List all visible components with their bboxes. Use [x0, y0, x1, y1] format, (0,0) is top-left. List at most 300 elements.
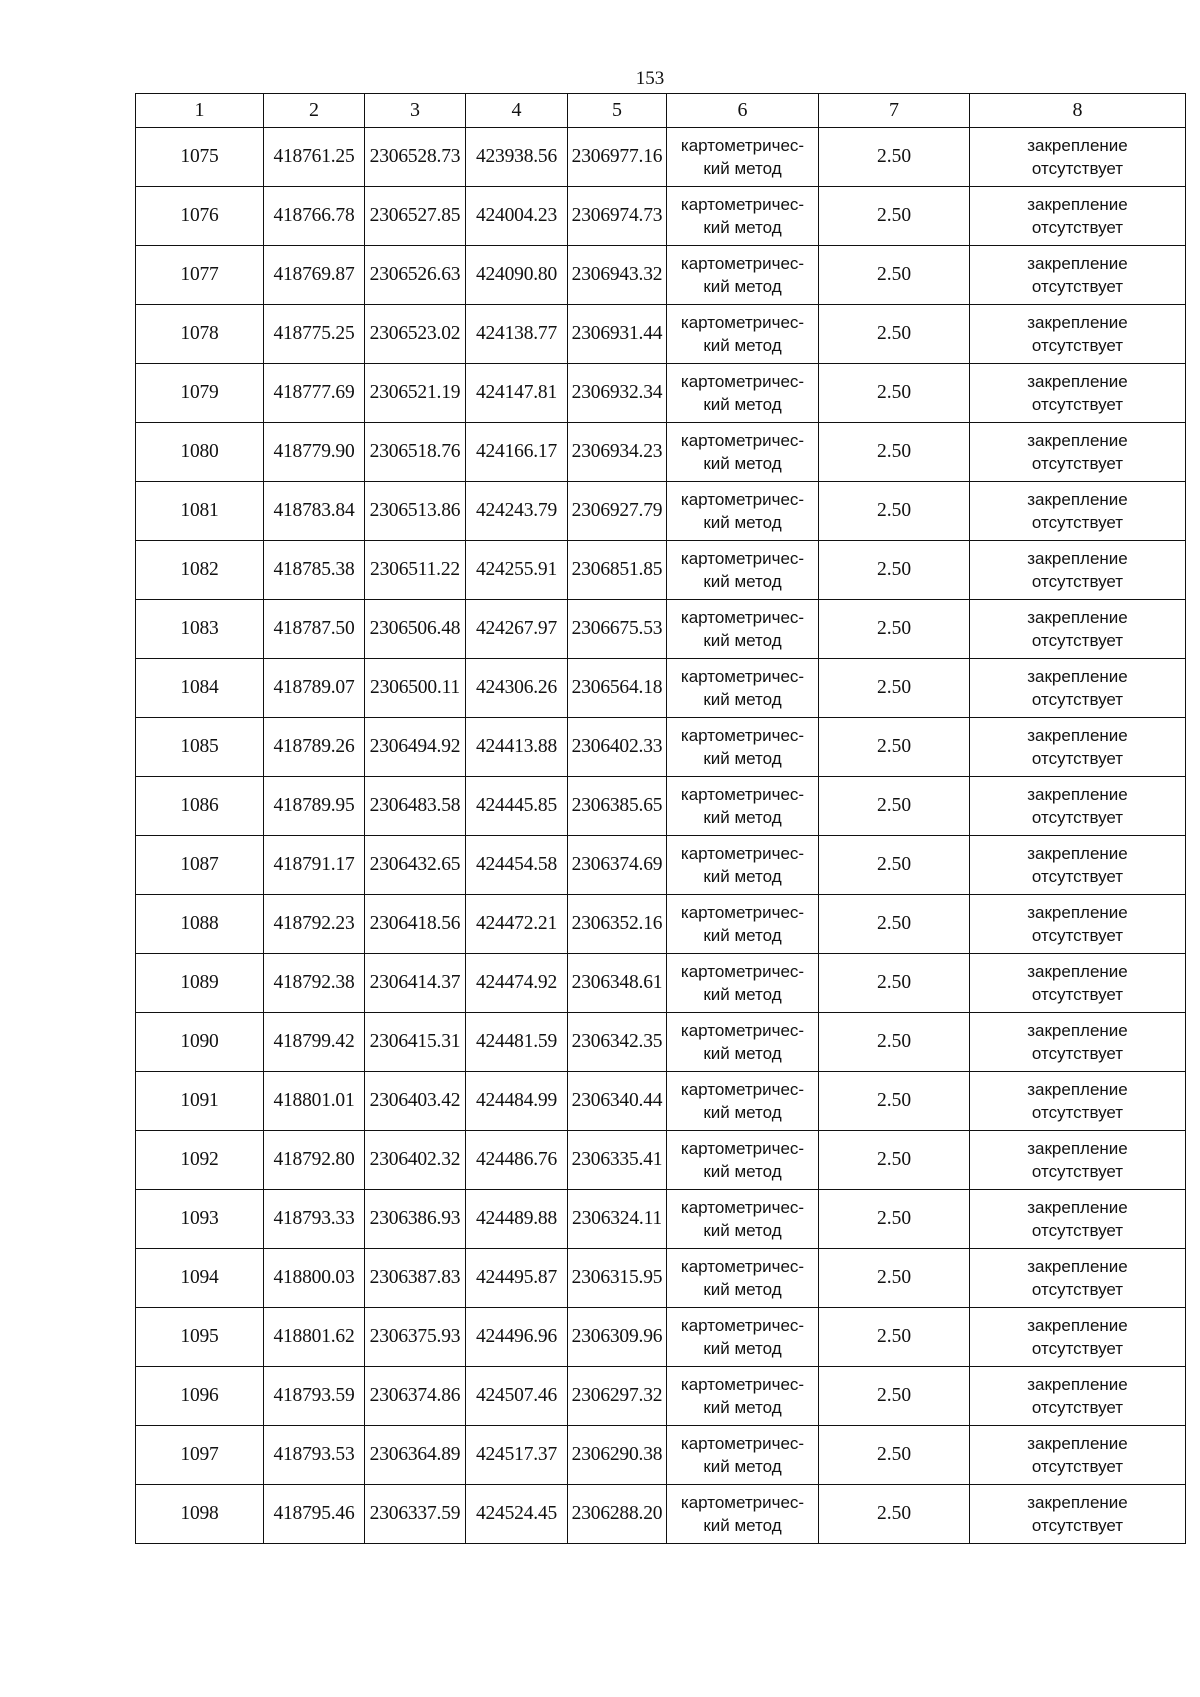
method-text: кий метод: [703, 572, 782, 591]
method-cell: [667, 1367, 819, 1426]
fixation-text: отсутствует: [1031, 1221, 1124, 1240]
method-text: кий метод: [703, 336, 782, 355]
coordinate-y-cell: 2306931.44: [568, 305, 667, 364]
fixation-cell: [970, 364, 1186, 423]
table-row: [136, 128, 1186, 187]
precision-cell: 2.50: [819, 1131, 970, 1190]
coordinate-x-cell: 418766.78: [264, 187, 365, 246]
point-number-cell: 1078: [136, 305, 264, 364]
coordinate-y-cell: 2306432.65: [365, 836, 466, 895]
method-cell: [667, 364, 819, 423]
fixation-cell: [970, 718, 1186, 777]
table-row: [136, 1308, 1186, 1367]
coordinate-x-cell: 418789.07: [264, 659, 365, 718]
precision-cell: 2.50: [819, 1367, 970, 1426]
method-cell: [667, 1485, 819, 1544]
table-row: [136, 1013, 1186, 1072]
coordinate-y-cell: 2306375.93: [365, 1308, 466, 1367]
method-text: картометричес-: [680, 549, 805, 568]
coordinate-x-cell: 418793.59: [264, 1367, 365, 1426]
point-number-cell: 1081: [136, 482, 264, 541]
column-header: 2: [264, 94, 365, 128]
fixation-text: отсутствует: [1031, 1339, 1124, 1358]
precision-cell: 2.50: [819, 1249, 970, 1308]
method-text: картометричес-: [680, 195, 805, 214]
coordinate-y-cell: 2306977.16: [568, 128, 667, 187]
coordinate-x-cell: 424496.96: [466, 1308, 568, 1367]
method-cell: [667, 482, 819, 541]
fixation-cell: [970, 777, 1186, 836]
fixation-text: закрепление: [1027, 1021, 1128, 1040]
point-number-cell: 1087: [136, 836, 264, 895]
method-text: картометричес-: [680, 785, 805, 804]
fixation-text: закрепление: [1027, 1257, 1128, 1276]
coordinate-y-cell: 2306374.69: [568, 836, 667, 895]
method-text: картометричес-: [680, 1080, 805, 1099]
table-row: [136, 1072, 1186, 1131]
fixation-text: отсутствует: [1031, 159, 1124, 178]
coordinate-x-cell: 424445.85: [466, 777, 568, 836]
coordinate-y-cell: 2306527.85: [365, 187, 466, 246]
coordinate-y-cell: 2306348.61: [568, 954, 667, 1013]
fixation-cell: [970, 1426, 1186, 1485]
coordinate-y-cell: 2306523.02: [365, 305, 466, 364]
method-text: картометричес-: [680, 726, 805, 745]
coordinate-y-cell: 2306418.56: [365, 895, 466, 954]
fixation-text: отсутствует: [1031, 572, 1124, 591]
coordinate-x-cell: 424267.97: [466, 600, 568, 659]
method-text: картометричес-: [680, 903, 805, 922]
table-row: [136, 187, 1186, 246]
coordinate-x-cell: 424306.26: [466, 659, 568, 718]
fixation-cell: [970, 1072, 1186, 1131]
method-text: картометричес-: [680, 313, 805, 332]
method-cell: [667, 1131, 819, 1190]
table-row: [136, 1249, 1186, 1308]
method-cell: [667, 777, 819, 836]
method-text: кий метод: [703, 159, 782, 178]
method-text: картометричес-: [680, 1434, 805, 1453]
fixation-cell: [970, 1131, 1186, 1190]
fixation-text: закрепление: [1027, 1080, 1128, 1099]
coordinate-y-cell: 2306506.48: [365, 600, 466, 659]
coordinate-x-cell: 424517.37: [466, 1426, 568, 1485]
method-text: картометричес-: [680, 431, 805, 450]
coordinate-x-cell: 424138.77: [466, 305, 568, 364]
fixation-cell: [970, 600, 1186, 659]
column-header: 1: [136, 94, 264, 128]
method-cell: [667, 1426, 819, 1485]
fixation-cell: [970, 305, 1186, 364]
fixation-cell: [970, 187, 1186, 246]
point-number-cell: 1093: [136, 1190, 264, 1249]
fixation-text: отсутствует: [1031, 513, 1124, 532]
method-cell: [667, 187, 819, 246]
coordinate-y-cell: 2306297.32: [568, 1367, 667, 1426]
method-cell: [667, 246, 819, 305]
point-number-cell: 1084: [136, 659, 264, 718]
fixation-text: закрепление: [1027, 785, 1128, 804]
coordinate-x-cell: 424507.46: [466, 1367, 568, 1426]
precision-cell: 2.50: [819, 836, 970, 895]
coordinate-y-cell: 2306564.18: [568, 659, 667, 718]
table-row: [136, 1367, 1186, 1426]
precision-cell: 2.50: [819, 954, 970, 1013]
coordinate-y-cell: 2306309.96: [568, 1308, 667, 1367]
header-row: [136, 94, 1186, 128]
method-text: кий метод: [703, 867, 782, 886]
method-text: картометричес-: [680, 962, 805, 981]
fixation-text: закрепление: [1027, 1139, 1128, 1158]
method-text: кий метод: [703, 1339, 782, 1358]
method-cell: [667, 659, 819, 718]
table-row: [136, 836, 1186, 895]
coordinate-x-cell: 418801.62: [264, 1308, 365, 1367]
coordinate-y-cell: 2306403.42: [365, 1072, 466, 1131]
fixation-text: закрепление: [1027, 844, 1128, 863]
fixation-text: закрепление: [1027, 608, 1128, 627]
coordinate-y-cell: 2306513.86: [365, 482, 466, 541]
coordinate-x-cell: 424474.92: [466, 954, 568, 1013]
table-row: [136, 718, 1186, 777]
coordinate-x-cell: 418787.50: [264, 600, 365, 659]
fixation-text: закрепление: [1027, 1375, 1128, 1394]
coordinate-y-cell: 2306340.44: [568, 1072, 667, 1131]
fixation-text: отсутствует: [1031, 1044, 1124, 1063]
method-cell: [667, 423, 819, 482]
table-row: [136, 1426, 1186, 1485]
point-number-cell: 1085: [136, 718, 264, 777]
point-number-cell: 1077: [136, 246, 264, 305]
table-row: [136, 1190, 1186, 1249]
precision-cell: 2.50: [819, 1072, 970, 1131]
coordinate-y-cell: 2306943.32: [568, 246, 667, 305]
coordinate-x-cell: 424524.45: [466, 1485, 568, 1544]
coordinate-x-cell: 424147.81: [466, 364, 568, 423]
method-text: картометричес-: [680, 1198, 805, 1217]
coordinate-y-cell: 2306500.11: [365, 659, 466, 718]
coordinate-x-cell: 418769.87: [264, 246, 365, 305]
fixation-text: закрепление: [1027, 195, 1128, 214]
fixation-text: отсутствует: [1031, 336, 1124, 355]
method-text: кий метод: [703, 1044, 782, 1063]
fixation-cell: [970, 1249, 1186, 1308]
coordinate-x-cell: 418783.84: [264, 482, 365, 541]
fixation-text: закрепление: [1027, 1198, 1128, 1217]
table-row: [136, 1485, 1186, 1544]
method-text: картометричес-: [680, 490, 805, 509]
fixation-text: закрепление: [1027, 1493, 1128, 1512]
coordinate-y-cell: 2306851.85: [568, 541, 667, 600]
table-row: [136, 482, 1186, 541]
fixation-cell: [970, 1190, 1186, 1249]
coordinate-x-cell: 424243.79: [466, 482, 568, 541]
coordinate-x-cell: 424489.88: [466, 1190, 568, 1249]
coordinate-y-cell: 2306337.59: [365, 1485, 466, 1544]
coordinate-y-cell: 2306518.76: [365, 423, 466, 482]
coordinate-y-cell: 2306324.11: [568, 1190, 667, 1249]
point-number-cell: 1083: [136, 600, 264, 659]
coordinate-x-cell: 418789.95: [264, 777, 365, 836]
point-number-cell: 1097: [136, 1426, 264, 1485]
coordinate-x-cell: 424454.58: [466, 836, 568, 895]
coordinate-y-cell: 2306385.65: [568, 777, 667, 836]
fixation-text: закрепление: [1027, 667, 1128, 686]
method-text: кий метод: [703, 1516, 782, 1535]
method-cell: [667, 836, 819, 895]
precision-cell: 2.50: [819, 128, 970, 187]
method-text: кий метод: [703, 1457, 782, 1476]
fixation-text: отсутствует: [1031, 1103, 1124, 1122]
method-text: картометричес-: [680, 372, 805, 391]
coordinate-y-cell: 2306927.79: [568, 482, 667, 541]
coordinate-y-cell: 2306335.41: [568, 1131, 667, 1190]
table-row: [136, 305, 1186, 364]
method-text: кий метод: [703, 1398, 782, 1417]
coordinate-x-cell: 418775.25: [264, 305, 365, 364]
method-text: картометричес-: [680, 1257, 805, 1276]
column-header: 3: [365, 94, 466, 128]
method-text: кий метод: [703, 749, 782, 768]
coordinate-x-cell: 423938.56: [466, 128, 568, 187]
point-number-cell: 1082: [136, 541, 264, 600]
fixation-text: закрепление: [1027, 962, 1128, 981]
coordinate-x-cell: 418793.53: [264, 1426, 365, 1485]
fixation-text: закрепление: [1027, 254, 1128, 273]
fixation-cell: [970, 482, 1186, 541]
table-row: [136, 246, 1186, 305]
table-row: [136, 364, 1186, 423]
point-number-cell: 1086: [136, 777, 264, 836]
column-header: 4: [466, 94, 568, 128]
coordinate-x-cell: 418792.23: [264, 895, 365, 954]
method-cell: [667, 954, 819, 1013]
coordinate-y-cell: 2306526.63: [365, 246, 466, 305]
fixation-cell: [970, 1485, 1186, 1544]
precision-cell: 2.50: [819, 246, 970, 305]
precision-cell: 2.50: [819, 1308, 970, 1367]
fixation-text: отсутствует: [1031, 985, 1124, 1004]
fixation-cell: [970, 1013, 1186, 1072]
method-text: кий метод: [703, 985, 782, 1004]
precision-cell: 2.50: [819, 1190, 970, 1249]
precision-cell: 2.50: [819, 1485, 970, 1544]
precision-cell: 2.50: [819, 600, 970, 659]
method-cell: [667, 1190, 819, 1249]
point-number-cell: 1098: [136, 1485, 264, 1544]
column-header: 6: [667, 94, 819, 128]
method-text: картометричес-: [680, 1375, 805, 1394]
coordinate-y-cell: 2306932.34: [568, 364, 667, 423]
precision-cell: 2.50: [819, 659, 970, 718]
method-text: кий метод: [703, 926, 782, 945]
coordinate-x-cell: 424413.88: [466, 718, 568, 777]
point-number-cell: 1095: [136, 1308, 264, 1367]
fixation-text: закрепление: [1027, 372, 1128, 391]
coordinate-x-cell: 424255.91: [466, 541, 568, 600]
coordinate-x-cell: 418792.38: [264, 954, 365, 1013]
fixation-text: отсутствует: [1031, 867, 1124, 886]
method-cell: [667, 895, 819, 954]
fixation-text: отсутствует: [1031, 749, 1124, 768]
method-text: кий метод: [703, 808, 782, 827]
coordinate-y-cell: 2306290.38: [568, 1426, 667, 1485]
fixation-text: закрепление: [1027, 549, 1128, 568]
coordinate-y-cell: 2306521.19: [365, 364, 466, 423]
point-number-cell: 1080: [136, 423, 264, 482]
fixation-cell: [970, 541, 1186, 600]
fixation-text: закрепление: [1027, 1434, 1128, 1453]
fixation-text: отсутствует: [1031, 1398, 1124, 1417]
coordinate-x-cell: 424484.99: [466, 1072, 568, 1131]
method-cell: [667, 1072, 819, 1131]
table-row: [136, 954, 1186, 1013]
coordinate-x-cell: 424486.76: [466, 1131, 568, 1190]
method-text: картометричес-: [680, 1139, 805, 1158]
coordinate-x-cell: 424166.17: [466, 423, 568, 482]
fixation-cell: [970, 246, 1186, 305]
fixation-text: отсутствует: [1031, 690, 1124, 709]
precision-cell: 2.50: [819, 423, 970, 482]
method-text: картометричес-: [680, 608, 805, 627]
precision-cell: 2.50: [819, 187, 970, 246]
precision-cell: 2.50: [819, 777, 970, 836]
fixation-text: отсутствует: [1031, 454, 1124, 473]
coordinate-y-cell: 2306387.83: [365, 1249, 466, 1308]
method-text: кий метод: [703, 631, 782, 650]
coordinate-y-cell: 2306352.16: [568, 895, 667, 954]
method-text: картометричес-: [680, 1021, 805, 1040]
fixation-cell: [970, 1308, 1186, 1367]
table-body: [136, 128, 1186, 1544]
coordinate-x-cell: 418795.46: [264, 1485, 365, 1544]
coordinate-x-cell: 418792.80: [264, 1131, 365, 1190]
method-text: кий метод: [703, 218, 782, 237]
page-number: 153: [635, 68, 665, 89]
method-text: кий метод: [703, 454, 782, 473]
point-number-cell: 1079: [136, 364, 264, 423]
coordinate-x-cell: 418801.01: [264, 1072, 365, 1131]
column-header: 5: [568, 94, 667, 128]
coordinate-x-cell: 418761.25: [264, 128, 365, 187]
method-cell: [667, 1308, 819, 1367]
fixation-text: закрепление: [1027, 903, 1128, 922]
precision-cell: 2.50: [819, 895, 970, 954]
fixation-text: отсутствует: [1031, 1457, 1124, 1476]
coordinate-x-cell: 418793.33: [264, 1190, 365, 1249]
coordinate-y-cell: 2306511.22: [365, 541, 466, 600]
fixation-cell: [970, 659, 1186, 718]
method-text: картометричес-: [680, 667, 805, 686]
precision-cell: 2.50: [819, 1426, 970, 1485]
point-number-cell: 1076: [136, 187, 264, 246]
fixation-cell: [970, 1367, 1186, 1426]
method-text: картометричес-: [680, 1316, 805, 1335]
coordinate-x-cell: 424090.80: [466, 246, 568, 305]
point-number-cell: 1090: [136, 1013, 264, 1072]
point-number-cell: 1088: [136, 895, 264, 954]
coordinate-y-cell: 2306415.31: [365, 1013, 466, 1072]
method-cell: [667, 1013, 819, 1072]
coordinate-y-cell: 2306364.89: [365, 1426, 466, 1485]
table-row: [136, 659, 1186, 718]
precision-cell: 2.50: [819, 305, 970, 364]
coordinate-x-cell: 418800.03: [264, 1249, 365, 1308]
coordinate-x-cell: 418799.42: [264, 1013, 365, 1072]
coordinate-y-cell: 2306342.35: [568, 1013, 667, 1072]
coordinate-y-cell: 2306288.20: [568, 1485, 667, 1544]
point-number-cell: 1089: [136, 954, 264, 1013]
table-row: [136, 777, 1186, 836]
method-text: кий метод: [703, 395, 782, 414]
point-number-cell: 1096: [136, 1367, 264, 1426]
table-row: [136, 423, 1186, 482]
method-text: кий метод: [703, 1162, 782, 1181]
method-text: кий метод: [703, 513, 782, 532]
method-cell: [667, 718, 819, 777]
coordinate-y-cell: 2306402.32: [365, 1131, 466, 1190]
method-text: кий метод: [703, 690, 782, 709]
method-text: кий метод: [703, 277, 782, 296]
table-row: [136, 600, 1186, 659]
fixation-cell: [970, 954, 1186, 1013]
fixation-cell: [970, 895, 1186, 954]
coordinates-table: [135, 93, 1186, 1544]
method-cell: [667, 541, 819, 600]
fixation-text: закрепление: [1027, 136, 1128, 155]
method-text: картометричес-: [680, 1493, 805, 1512]
coordinate-x-cell: 418789.26: [264, 718, 365, 777]
fixation-cell: [970, 423, 1186, 482]
table-row: [136, 541, 1186, 600]
fixation-text: отсутствует: [1031, 926, 1124, 945]
coordinate-y-cell: 2306528.73: [365, 128, 466, 187]
column-header: 7: [819, 94, 970, 128]
fixation-text: отсутствует: [1031, 631, 1124, 650]
table-row: [136, 1131, 1186, 1190]
fixation-text: отсутствует: [1031, 808, 1124, 827]
coordinate-y-cell: 2306675.53: [568, 600, 667, 659]
coordinate-y-cell: 2306374.86: [365, 1367, 466, 1426]
coordinate-y-cell: 2306483.58: [365, 777, 466, 836]
method-text: картометричес-: [680, 844, 805, 863]
fixation-cell: [970, 836, 1186, 895]
fixation-text: отсутствует: [1031, 1280, 1124, 1299]
coordinate-y-cell: 2306402.33: [568, 718, 667, 777]
method-text: картометричес-: [680, 254, 805, 273]
method-cell: [667, 1249, 819, 1308]
coordinate-y-cell: 2306934.23: [568, 423, 667, 482]
point-number-cell: 1091: [136, 1072, 264, 1131]
point-number-cell: 1094: [136, 1249, 264, 1308]
coordinate-x-cell: 418777.69: [264, 364, 365, 423]
fixation-text: закрепление: [1027, 490, 1128, 509]
coordinate-x-cell: 424472.21: [466, 895, 568, 954]
column-header: 8: [970, 94, 1186, 128]
fixation-text: отсутствует: [1031, 395, 1124, 414]
precision-cell: 2.50: [819, 541, 970, 600]
precision-cell: 2.50: [819, 364, 970, 423]
coordinate-x-cell: 424481.59: [466, 1013, 568, 1072]
fixation-text: закрепление: [1027, 431, 1128, 450]
method-text: кий метод: [703, 1280, 782, 1299]
fixation-text: отсутствует: [1031, 1516, 1124, 1535]
fixation-text: закрепление: [1027, 726, 1128, 745]
precision-cell: 2.50: [819, 718, 970, 777]
coordinate-y-cell: 2306414.37: [365, 954, 466, 1013]
coordinate-y-cell: 2306974.73: [568, 187, 667, 246]
coordinate-y-cell: 2306386.93: [365, 1190, 466, 1249]
